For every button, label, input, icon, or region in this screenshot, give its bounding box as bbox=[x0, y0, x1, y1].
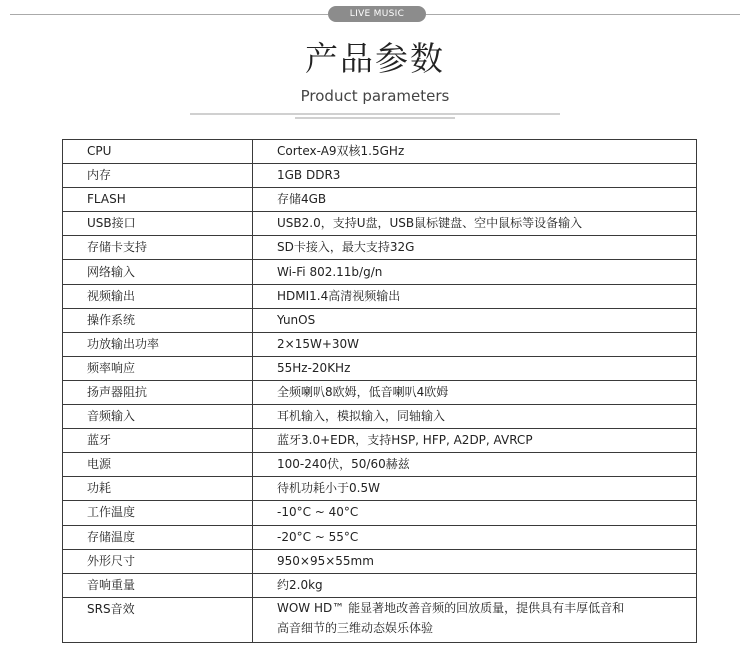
spec-table-body bbox=[63, 140, 697, 643]
spec-label: 音频输入 bbox=[63, 405, 253, 429]
spec-row bbox=[63, 260, 697, 284]
spec-row bbox=[63, 188, 697, 212]
spec-row bbox=[63, 453, 697, 477]
page-subtitle: Product parameters bbox=[300, 87, 450, 105]
spec-value: 蓝牙3.0+EDR，支持HSP, HFP, A2DP, AVRCP bbox=[253, 429, 697, 453]
spec-row bbox=[63, 212, 697, 236]
spec-value: 1GB DDR3 bbox=[253, 164, 697, 188]
spec-value: HDMI1.4高清视频输出 bbox=[253, 284, 697, 308]
spec-value: SD卡接入，最大支持32G bbox=[253, 236, 697, 260]
spec-row bbox=[63, 164, 697, 188]
spec-value: 待机功耗小于0.5W bbox=[253, 477, 697, 501]
spec-label: SRS音效 bbox=[63, 597, 253, 642]
spec-value: 存储4GB bbox=[253, 188, 697, 212]
spec-label: 存储卡支持 bbox=[63, 236, 253, 260]
spec-row bbox=[63, 236, 697, 260]
spec-value: 55Hz-20KHz bbox=[253, 356, 697, 380]
spec-row bbox=[63, 525, 697, 549]
decorative-fine-print bbox=[190, 111, 560, 123]
spec-label: 频率响应 bbox=[63, 356, 253, 380]
spec-label: FLASH bbox=[63, 188, 253, 212]
spec-label: 操作系统 bbox=[63, 308, 253, 332]
spec-row bbox=[63, 332, 697, 356]
spec-row bbox=[63, 501, 697, 525]
spec-label: 扬声器阻抗 bbox=[63, 380, 253, 404]
spec-label: 网络输入 bbox=[63, 260, 253, 284]
spec-value: Cortex-A9双核1.5GHz bbox=[253, 140, 697, 164]
spec-label: 视频输出 bbox=[63, 284, 253, 308]
spec-value: 2×15W+30W bbox=[253, 332, 697, 356]
spec-label: 蓝牙 bbox=[63, 429, 253, 453]
spec-value: 全频喇叭8欧姆，低音喇叭4欧姆 bbox=[253, 380, 697, 404]
spec-label: 工作温度 bbox=[63, 501, 253, 525]
spec-label: 内存 bbox=[63, 164, 253, 188]
spec-row bbox=[63, 573, 697, 597]
spec-label: 音响重量 bbox=[63, 573, 253, 597]
live-music-badge: LIVE MUSIC bbox=[328, 6, 426, 22]
spec-label: CPU bbox=[63, 140, 253, 164]
spec-label: 功放输出功率 bbox=[63, 332, 253, 356]
spec-table bbox=[62, 139, 697, 643]
spec-row bbox=[63, 356, 697, 380]
spec-value: 100-240伏，50/60赫兹 bbox=[253, 453, 697, 477]
spec-row bbox=[63, 477, 697, 501]
spec-row bbox=[63, 284, 697, 308]
spec-value: 950×95×55mm bbox=[253, 549, 697, 573]
spec-label: 外形尺寸 bbox=[63, 549, 253, 573]
spec-value: WOW HD™ 能显著地改善音频的回放质量，提供具有丰厚低音和高音细节的三维动态娱乐体验 bbox=[253, 597, 697, 642]
spec-label: 电源 bbox=[63, 453, 253, 477]
spec-value: 耳机输入，模拟输入，同轴输入 bbox=[253, 405, 697, 429]
spec-row bbox=[63, 405, 697, 429]
spec-value: YunOS bbox=[253, 308, 697, 332]
header-divider-left bbox=[10, 14, 328, 15]
page-title: 产品参数 bbox=[305, 39, 445, 78]
spec-row bbox=[63, 549, 697, 573]
spec-row bbox=[63, 597, 697, 642]
spec-label: USB接口 bbox=[63, 212, 253, 236]
spec-label: 功耗 bbox=[63, 477, 253, 501]
spec-row bbox=[63, 380, 697, 404]
spec-label: 存储温度 bbox=[63, 525, 253, 549]
spec-value: 约2.0kg bbox=[253, 573, 697, 597]
spec-value: USB2.0，支持U盘，USB鼠标键盘、空中鼠标等设备输入 bbox=[253, 212, 697, 236]
spec-row bbox=[63, 140, 697, 164]
spec-value: -20°C ~ 55°C bbox=[253, 525, 697, 549]
spec-value: -10°C ~ 40°C bbox=[253, 501, 697, 525]
header-divider-right bbox=[426, 14, 740, 15]
spec-row bbox=[63, 429, 697, 453]
spec-row bbox=[63, 308, 697, 332]
spec-value: Wi-Fi 802.11b/g/n bbox=[253, 260, 697, 284]
